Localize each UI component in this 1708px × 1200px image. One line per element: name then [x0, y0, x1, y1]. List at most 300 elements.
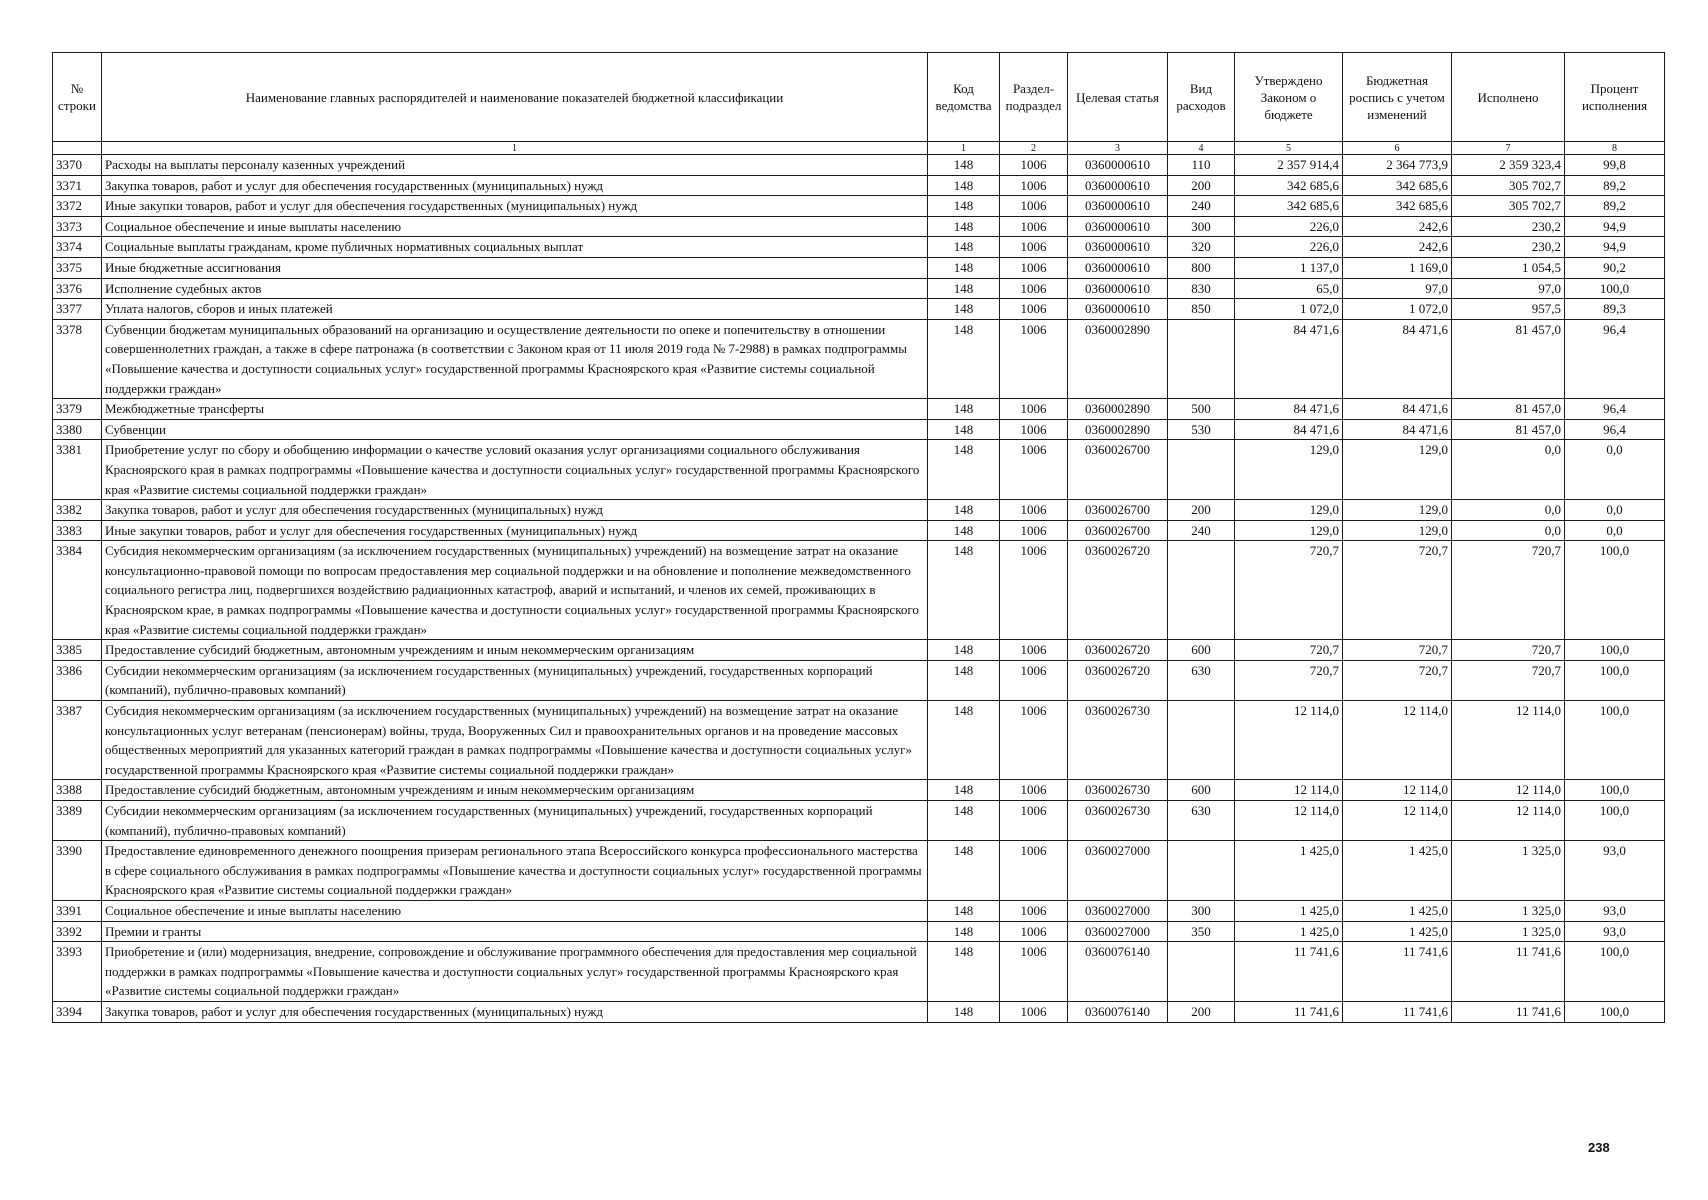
row-percent: 100,0 — [1565, 942, 1665, 1002]
column-number: 3 — [1068, 142, 1168, 155]
row-expense-type: 110 — [1168, 155, 1235, 176]
row-dept-code: 148 — [928, 1001, 1000, 1022]
row-number: 3386 — [53, 660, 102, 700]
row-approved: 1 137,0 — [1235, 257, 1343, 278]
row-section: 1006 — [1000, 175, 1068, 196]
row-number: 3375 — [53, 257, 102, 278]
row-number: 3382 — [53, 500, 102, 521]
row-number: 3387 — [53, 701, 102, 780]
row-name: Уплата налогов, сборов и иных платежей — [102, 299, 928, 320]
row-target: 0360002890 — [1068, 319, 1168, 398]
header-executed: Исполнено — [1452, 53, 1565, 142]
row-approved: 342 685,6 — [1235, 196, 1343, 217]
column-number: 8 — [1565, 142, 1665, 155]
row-section: 1006 — [1000, 237, 1068, 258]
table-row — [53, 216, 1665, 237]
header-budget-list: Бюджетная роспись с учетом изменений — [1343, 53, 1452, 142]
row-target: 0360026700 — [1068, 520, 1168, 541]
row-section: 1006 — [1000, 942, 1068, 1002]
row-dept-code: 148 — [928, 921, 1000, 942]
row-target: 0360026730 — [1068, 801, 1168, 841]
table-row — [53, 175, 1665, 196]
row-percent: 0,0 — [1565, 520, 1665, 541]
row-expense-type: 350 — [1168, 921, 1235, 942]
row-approved: 226,0 — [1235, 237, 1343, 258]
page-number: 238 — [1588, 1140, 1610, 1155]
row-name: Субсидия некоммерческим организациям (за исключением государственных (муниципальных) учреждений) на возмещение затрат на оказание консультационных услуг ветеранам (пенсионерам) войны, труда, Вооруженных Сил и правоохранительных органов и на проведение массовых общественных мероприятий для указанных категорий граждан в рамках подпрограммы «Повышение качества и доступности социальных услуг» государственной программы Красноярского края «Развитие системы социальной поддержки граждан» — [102, 701, 928, 780]
table-header-row — [53, 53, 1665, 142]
row-name: Предоставление единовременного денежного поощрения призерам регионального этапа Всероссийского конкурса профессионального мастерства в сфере социального обслуживания в рамках подпрограммы «Повышение качества и доступности социальных услуг» государственной программы Красноярского края «Развитие системы социальной поддержки граждан» — [102, 841, 928, 901]
row-expense-type — [1168, 440, 1235, 500]
row-name: Иные закупки товаров, работ и услуг для обеспечения государственных (муниципальных) нужд — [102, 196, 928, 217]
row-dept-code: 148 — [928, 399, 1000, 420]
row-expense-type: 600 — [1168, 640, 1235, 661]
row-dept-code: 148 — [928, 440, 1000, 500]
row-approved: 129,0 — [1235, 500, 1343, 521]
row-budget-list: 720,7 — [1343, 541, 1452, 640]
table-row — [53, 900, 1665, 921]
row-target: 0360027000 — [1068, 841, 1168, 901]
row-name: Социальные выплаты гражданам, кроме публичных нормативных социальных выплат — [102, 237, 928, 258]
row-dept-code: 148 — [928, 900, 1000, 921]
row-target: 0360000610 — [1068, 155, 1168, 176]
row-name: Премии и гранты — [102, 921, 928, 942]
row-target: 0360000610 — [1068, 257, 1168, 278]
row-expense-type: 830 — [1168, 278, 1235, 299]
table-row — [53, 942, 1665, 1002]
row-section: 1006 — [1000, 841, 1068, 901]
row-target: 0360000610 — [1068, 216, 1168, 237]
row-expense-type: 600 — [1168, 780, 1235, 801]
row-section: 1006 — [1000, 1001, 1068, 1022]
row-approved: 2 357 914,4 — [1235, 155, 1343, 176]
row-executed: 0,0 — [1452, 500, 1565, 521]
row-number: 3388 — [53, 780, 102, 801]
column-number — [53, 142, 102, 155]
header-approved: Утверждено Законом о бюджете — [1235, 53, 1343, 142]
row-approved: 11 741,6 — [1235, 1001, 1343, 1022]
row-budget-list: 242,6 — [1343, 237, 1452, 258]
row-approved: 11 741,6 — [1235, 942, 1343, 1002]
row-dept-code: 148 — [928, 175, 1000, 196]
table-row — [53, 319, 1665, 398]
row-name: Исполнение судебных актов — [102, 278, 928, 299]
row-budget-list: 1 425,0 — [1343, 921, 1452, 942]
row-executed: 1 325,0 — [1452, 900, 1565, 921]
table-row — [53, 541, 1665, 640]
row-section: 1006 — [1000, 780, 1068, 801]
row-budget-list: 11 741,6 — [1343, 1001, 1452, 1022]
row-percent: 96,4 — [1565, 419, 1665, 440]
row-section: 1006 — [1000, 155, 1068, 176]
row-target: 0360026700 — [1068, 500, 1168, 521]
table-row — [53, 1001, 1665, 1022]
row-approved: 12 114,0 — [1235, 780, 1343, 801]
row-dept-code: 148 — [928, 319, 1000, 398]
row-target: 0360026730 — [1068, 780, 1168, 801]
row-expense-type: 320 — [1168, 237, 1235, 258]
table-row — [53, 257, 1665, 278]
row-dept-code: 148 — [928, 299, 1000, 320]
row-section: 1006 — [1000, 319, 1068, 398]
row-approved: 720,7 — [1235, 640, 1343, 661]
row-expense-type: 200 — [1168, 175, 1235, 196]
row-number: 3378 — [53, 319, 102, 398]
row-name: Иные закупки товаров, работ и услуг для обеспечения государственных (муниципальных) нужд — [102, 520, 928, 541]
row-percent: 100,0 — [1565, 640, 1665, 661]
column-number: 6 — [1343, 142, 1452, 155]
row-section: 1006 — [1000, 801, 1068, 841]
row-expense-type: 240 — [1168, 196, 1235, 217]
row-number: 3383 — [53, 520, 102, 541]
row-approved: 720,7 — [1235, 660, 1343, 700]
row-expense-type — [1168, 841, 1235, 901]
row-executed: 11 741,6 — [1452, 942, 1565, 1002]
row-budget-list: 97,0 — [1343, 278, 1452, 299]
row-budget-list: 2 364 773,9 — [1343, 155, 1452, 176]
row-percent: 100,0 — [1565, 1001, 1665, 1022]
row-percent: 100,0 — [1565, 541, 1665, 640]
row-percent: 100,0 — [1565, 801, 1665, 841]
row-section: 1006 — [1000, 196, 1068, 217]
row-executed: 81 457,0 — [1452, 399, 1565, 420]
row-executed: 12 114,0 — [1452, 801, 1565, 841]
column-number: 5 — [1235, 142, 1343, 155]
row-approved: 226,0 — [1235, 216, 1343, 237]
row-approved: 84 471,6 — [1235, 419, 1343, 440]
row-budget-list: 84 471,6 — [1343, 319, 1452, 398]
row-name: Закупка товаров, работ и услуг для обеспечения государственных (муниципальных) нужд — [102, 500, 928, 521]
row-name: Социальное обеспечение и иные выплаты населению — [102, 900, 928, 921]
row-executed: 957,5 — [1452, 299, 1565, 320]
row-percent: 89,2 — [1565, 175, 1665, 196]
row-name: Субсидии некоммерческим организациям (за исключением государственных (муниципальных) учреждений, государственных корпораций (компаний), публично-правовых компаний) — [102, 660, 928, 700]
column-number: 1 — [928, 142, 1000, 155]
row-dept-code: 148 — [928, 257, 1000, 278]
row-dept-code: 148 — [928, 660, 1000, 700]
row-executed: 1 325,0 — [1452, 841, 1565, 901]
row-approved: 12 114,0 — [1235, 701, 1343, 780]
budget-table — [52, 52, 1665, 1023]
row-approved: 84 471,6 — [1235, 319, 1343, 398]
row-section: 1006 — [1000, 541, 1068, 640]
header-section: Раздел-подраздел — [1000, 53, 1068, 142]
row-name: Субсидии некоммерческим организациям (за исключением государственных (муниципальных) учреждений, государственных корпораций (компаний), публично-правовых компаний) — [102, 801, 928, 841]
row-name: Социальное обеспечение и иные выплаты населению — [102, 216, 928, 237]
row-number: 3384 — [53, 541, 102, 640]
row-dept-code: 148 — [928, 216, 1000, 237]
row-executed: 720,7 — [1452, 660, 1565, 700]
row-target: 0360000610 — [1068, 237, 1168, 258]
table-row — [53, 399, 1665, 420]
table-row — [53, 299, 1665, 320]
row-target: 0360026700 — [1068, 440, 1168, 500]
row-expense-type: 630 — [1168, 801, 1235, 841]
table-row — [53, 155, 1665, 176]
row-name: Закупка товаров, работ и услуг для обеспечения государственных (муниципальных) нужд — [102, 1001, 928, 1022]
row-section: 1006 — [1000, 216, 1068, 237]
row-executed: 12 114,0 — [1452, 701, 1565, 780]
row-target: 0360026720 — [1068, 541, 1168, 640]
row-section: 1006 — [1000, 520, 1068, 541]
row-number: 3380 — [53, 419, 102, 440]
row-expense-type: 240 — [1168, 520, 1235, 541]
table-row — [53, 278, 1665, 299]
row-approved: 342 685,6 — [1235, 175, 1343, 196]
row-approved: 1 072,0 — [1235, 299, 1343, 320]
row-approved: 129,0 — [1235, 520, 1343, 541]
row-expense-type — [1168, 541, 1235, 640]
column-number: 4 — [1168, 142, 1235, 155]
row-expense-type: 300 — [1168, 216, 1235, 237]
row-approved: 129,0 — [1235, 440, 1343, 500]
row-budget-list: 129,0 — [1343, 520, 1452, 541]
row-name: Субвенции — [102, 419, 928, 440]
row-expense-type — [1168, 701, 1235, 780]
budget-report-page — [52, 52, 1664, 1023]
row-section: 1006 — [1000, 640, 1068, 661]
row-percent: 100,0 — [1565, 701, 1665, 780]
row-number: 3371 — [53, 175, 102, 196]
row-budget-list: 1 072,0 — [1343, 299, 1452, 320]
row-number: 3394 — [53, 1001, 102, 1022]
row-executed: 0,0 — [1452, 440, 1565, 500]
row-number: 3370 — [53, 155, 102, 176]
row-number: 3385 — [53, 640, 102, 661]
row-name: Закупка товаров, работ и услуг для обеспечения государственных (муниципальных) нужд — [102, 175, 928, 196]
table-row — [53, 701, 1665, 780]
row-executed: 12 114,0 — [1452, 780, 1565, 801]
row-expense-type: 530 — [1168, 419, 1235, 440]
row-budget-list: 11 741,6 — [1343, 942, 1452, 1002]
row-approved: 84 471,6 — [1235, 399, 1343, 420]
row-name: Приобретение услуг по сбору и обобщению информации о качестве условий оказания услуг организациями социального обслуживания Красноярского края в рамках подпрограммы «Повышение качества и доступности социальных услуг» государственной программы Красноярского края «Развитие системы социальной поддержки граждан» — [102, 440, 928, 500]
row-dept-code: 148 — [928, 520, 1000, 541]
row-target: 0360002890 — [1068, 399, 1168, 420]
row-expense-type: 850 — [1168, 299, 1235, 320]
row-approved: 1 425,0 — [1235, 921, 1343, 942]
row-section: 1006 — [1000, 419, 1068, 440]
row-number: 3391 — [53, 900, 102, 921]
row-section: 1006 — [1000, 921, 1068, 942]
row-executed: 720,7 — [1452, 541, 1565, 640]
row-executed: 230,2 — [1452, 237, 1565, 258]
row-budget-list: 12 114,0 — [1343, 701, 1452, 780]
row-executed: 720,7 — [1452, 640, 1565, 661]
header-name: Наименование главных распорядителей и наименование показателей бюджетной классификации — [102, 53, 928, 142]
table-row — [53, 640, 1665, 661]
row-expense-type — [1168, 942, 1235, 1002]
row-number: 3374 — [53, 237, 102, 258]
row-name: Предоставление субсидий бюджетным, автономным учреждениям и иным некоммерческим организациям — [102, 640, 928, 661]
row-target: 0360027000 — [1068, 900, 1168, 921]
row-dept-code: 148 — [928, 155, 1000, 176]
row-budget-list: 129,0 — [1343, 500, 1452, 521]
row-dept-code: 148 — [928, 419, 1000, 440]
row-budget-list: 1 169,0 — [1343, 257, 1452, 278]
row-executed: 81 457,0 — [1452, 419, 1565, 440]
row-section: 1006 — [1000, 660, 1068, 700]
row-executed: 305 702,7 — [1452, 175, 1565, 196]
row-dept-code: 148 — [928, 780, 1000, 801]
row-expense-type: 500 — [1168, 399, 1235, 420]
column-number-row — [53, 142, 1665, 155]
row-executed: 81 457,0 — [1452, 319, 1565, 398]
column-number: 7 — [1452, 142, 1565, 155]
row-dept-code: 148 — [928, 701, 1000, 780]
row-expense-type: 800 — [1168, 257, 1235, 278]
row-number: 3389 — [53, 801, 102, 841]
row-approved: 1 425,0 — [1235, 841, 1343, 901]
row-percent: 99,8 — [1565, 155, 1665, 176]
row-percent: 93,0 — [1565, 921, 1665, 942]
row-target: 0360002890 — [1068, 419, 1168, 440]
row-target: 0360000610 — [1068, 196, 1168, 217]
row-dept-code: 148 — [928, 237, 1000, 258]
row-number: 3390 — [53, 841, 102, 901]
row-approved: 1 425,0 — [1235, 900, 1343, 921]
column-number: 1 — [102, 142, 928, 155]
row-executed: 11 741,6 — [1452, 1001, 1565, 1022]
row-budget-list: 129,0 — [1343, 440, 1452, 500]
row-target: 0360027000 — [1068, 921, 1168, 942]
row-target: 0360000610 — [1068, 278, 1168, 299]
table-row — [53, 196, 1665, 217]
row-name: Субвенции бюджетам муниципальных образований на организацию и осуществление деятельности по опеке и попечительству в отношении совершеннолетних граждан, а также в сфере патронажа (в соответствии с Законом края от 11 июля 2019 года № 7-2988) в рамках подпрограммы «Повышение качества и доступности социальных услуг» государственной программы Красноярского края «Развитие системы социальной поддержки граждан» — [102, 319, 928, 398]
row-executed: 1 054,5 — [1452, 257, 1565, 278]
row-percent: 96,4 — [1565, 399, 1665, 420]
header-row-no: № строки — [53, 53, 102, 142]
row-budget-list: 12 114,0 — [1343, 780, 1452, 801]
row-percent: 0,0 — [1565, 440, 1665, 500]
row-number: 3372 — [53, 196, 102, 217]
row-section: 1006 — [1000, 399, 1068, 420]
row-section: 1006 — [1000, 257, 1068, 278]
row-budget-list: 242,6 — [1343, 216, 1452, 237]
row-percent: 93,0 — [1565, 900, 1665, 921]
row-target: 0360026720 — [1068, 640, 1168, 661]
row-target: 0360026730 — [1068, 701, 1168, 780]
row-target: 0360076140 — [1068, 942, 1168, 1002]
row-budget-list: 720,7 — [1343, 640, 1452, 661]
row-budget-list: 1 425,0 — [1343, 841, 1452, 901]
row-name: Приобретение и (или) модернизация, внедрение, сопровождение и обслуживание программного обеспечения для предоставления мер социальной поддержки в рамках подпрограммы «Повышение качества и доступности социальных услуг» государственной программы Красноярского края «Развитие системы социальной поддержки граждан» — [102, 942, 928, 1002]
row-executed: 305 702,7 — [1452, 196, 1565, 217]
table-row — [53, 660, 1665, 700]
row-target: 0360000610 — [1068, 299, 1168, 320]
row-executed: 230,2 — [1452, 216, 1565, 237]
table-row — [53, 520, 1665, 541]
header-percent: Процент исполнения — [1565, 53, 1665, 142]
row-expense-type: 200 — [1168, 1001, 1235, 1022]
row-executed: 97,0 — [1452, 278, 1565, 299]
row-percent: 93,0 — [1565, 841, 1665, 901]
row-dept-code: 148 — [928, 841, 1000, 901]
column-number: 2 — [1000, 142, 1068, 155]
header-dept-code: Код ведомства — [928, 53, 1000, 142]
row-section: 1006 — [1000, 299, 1068, 320]
row-executed: 0,0 — [1452, 520, 1565, 541]
row-percent: 96,4 — [1565, 319, 1665, 398]
row-percent: 90,2 — [1565, 257, 1665, 278]
row-percent: 100,0 — [1565, 278, 1665, 299]
row-dept-code: 148 — [928, 801, 1000, 841]
header-target: Целевая статья — [1068, 53, 1168, 142]
row-target: 0360026720 — [1068, 660, 1168, 700]
row-percent: 0,0 — [1565, 500, 1665, 521]
table-row — [53, 801, 1665, 841]
row-approved: 65,0 — [1235, 278, 1343, 299]
row-name: Субсидия некоммерческим организациям (за исключением государственных (муниципальных) учреждений) на возмещение затрат на оказание консультационно-правовой помощи по вопросам предоставления мер социальной поддержки и на обновление и пополнение межведомственного социального регистра лиц, подвергшихся воздействию радиационных катастроф, аварий и испытаний, и членов их семей, проживающих в Красноярском крае, в рамках подпрограммы «Повышение качества и доступности социальных услуг» государственной программы Красноярского края «Развитие системы социальной поддержки граждан» — [102, 541, 928, 640]
table-row — [53, 841, 1665, 901]
row-section: 1006 — [1000, 701, 1068, 780]
row-number: 3381 — [53, 440, 102, 500]
row-percent: 100,0 — [1565, 660, 1665, 700]
row-section: 1006 — [1000, 900, 1068, 921]
table-row — [53, 921, 1665, 942]
row-dept-code: 148 — [928, 942, 1000, 1002]
row-percent: 89,3 — [1565, 299, 1665, 320]
row-expense-type: 300 — [1168, 900, 1235, 921]
row-dept-code: 148 — [928, 500, 1000, 521]
row-executed: 1 325,0 — [1452, 921, 1565, 942]
row-budget-list: 84 471,6 — [1343, 399, 1452, 420]
row-target: 0360000610 — [1068, 175, 1168, 196]
table-row — [53, 419, 1665, 440]
row-name: Расходы на выплаты персоналу казенных учреждений — [102, 155, 928, 176]
row-name: Иные бюджетные ассигнования — [102, 257, 928, 278]
table-body — [53, 155, 1665, 1023]
row-name: Межбюджетные трансферты — [102, 399, 928, 420]
table-row — [53, 440, 1665, 500]
row-dept-code: 148 — [928, 541, 1000, 640]
row-executed: 2 359 323,4 — [1452, 155, 1565, 176]
row-section: 1006 — [1000, 500, 1068, 521]
row-target: 0360076140 — [1068, 1001, 1168, 1022]
row-budget-list: 1 425,0 — [1343, 900, 1452, 921]
row-percent: 89,2 — [1565, 196, 1665, 217]
header-expense-type: Вид расходов — [1168, 53, 1235, 142]
row-budget-list: 342 685,6 — [1343, 196, 1452, 217]
row-number: 3393 — [53, 942, 102, 1002]
row-name: Предоставление субсидий бюджетным, автономным учреждениям и иным некоммерческим организациям — [102, 780, 928, 801]
row-section: 1006 — [1000, 278, 1068, 299]
row-approved: 12 114,0 — [1235, 801, 1343, 841]
row-percent: 94,9 — [1565, 216, 1665, 237]
row-dept-code: 148 — [928, 196, 1000, 217]
row-budget-list: 84 471,6 — [1343, 419, 1452, 440]
row-percent: 94,9 — [1565, 237, 1665, 258]
table-row — [53, 500, 1665, 521]
row-dept-code: 148 — [928, 278, 1000, 299]
table-row — [53, 780, 1665, 801]
row-budget-list: 12 114,0 — [1343, 801, 1452, 841]
row-dept-code: 148 — [928, 640, 1000, 661]
row-number: 3376 — [53, 278, 102, 299]
row-number: 3392 — [53, 921, 102, 942]
row-expense-type: 200 — [1168, 500, 1235, 521]
row-number: 3377 — [53, 299, 102, 320]
row-expense-type: 630 — [1168, 660, 1235, 700]
row-budget-list: 342 685,6 — [1343, 175, 1452, 196]
table-row — [53, 237, 1665, 258]
row-approved: 720,7 — [1235, 541, 1343, 640]
row-percent: 100,0 — [1565, 780, 1665, 801]
row-budget-list: 720,7 — [1343, 660, 1452, 700]
row-section: 1006 — [1000, 440, 1068, 500]
row-number: 3373 — [53, 216, 102, 237]
row-number: 3379 — [53, 399, 102, 420]
